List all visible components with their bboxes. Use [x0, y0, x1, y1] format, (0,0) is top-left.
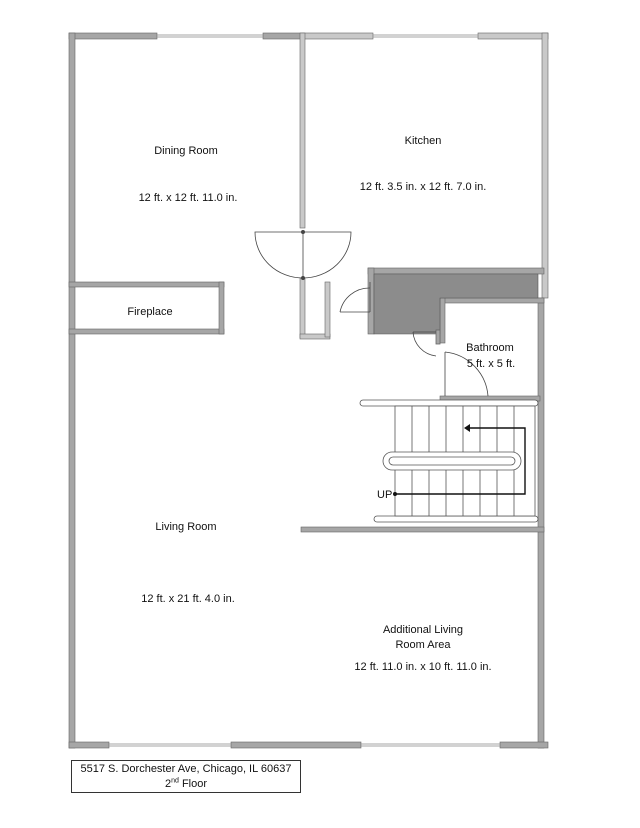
floor-line: [72, 777, 300, 792]
living-room-dims: 12 ft. x 21 ft. 4.0 in.: [141, 593, 235, 605]
stairs-up-label: UP: [377, 489, 393, 501]
staircase: [360, 400, 538, 522]
additional-area-label-line2: Room Area: [395, 639, 451, 651]
arrow-start-dot: [393, 492, 397, 496]
additional-area-label-line1: Additional Living: [382, 624, 464, 636]
dining-room-dims: 12 ft. x 12 ft. 11.0 in.: [138, 192, 238, 204]
dining-room-label: Dining Room: [154, 145, 218, 157]
floor-suffix: nd: [171, 777, 179, 785]
exterior-walls: [69, 33, 548, 748]
bathroom-label: Bathroom: [466, 342, 514, 354]
additional-area-dims: 12 ft. 11.0 in. x 10 ft. 11.0 in.: [354, 661, 492, 673]
kitchen-label: Kitchen: [404, 135, 442, 147]
floor-number: 2: [164, 778, 172, 790]
kitchen-counter: [374, 274, 538, 334]
fireplace-label: Fireplace: [127, 306, 173, 318]
kitchen-dims: 12 ft. 3.5 in. x 12 ft. 7.0 in.: [359, 181, 487, 193]
address-caption: [71, 760, 301, 793]
floor-word: Floor: [181, 778, 208, 790]
living-room-label: Living Room: [155, 521, 217, 533]
bathroom-dims: 5 ft. x 5 ft.: [466, 358, 516, 370]
address-line: 5517 S. Dorchester Ave, Chicago, IL 60637: [80, 763, 292, 775]
